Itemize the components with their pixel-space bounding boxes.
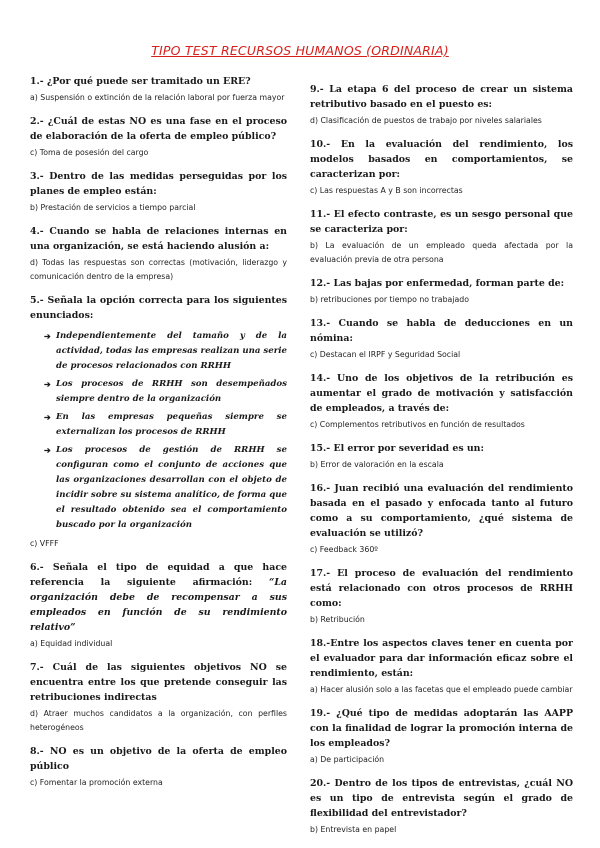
question-19 bbox=[310, 706, 573, 767]
question-5 bbox=[30, 293, 287, 551]
answer-text: c) Complementos retributivos en función de resultados bbox=[310, 420, 525, 429]
arrow-icon: ➔ bbox=[44, 379, 51, 389]
arrow-icon: ➔ bbox=[44, 331, 51, 341]
answer-text: c) VFFF bbox=[30, 539, 59, 548]
question-15 bbox=[310, 441, 573, 472]
answer-text: c) Destacan el IRPF y Seguridad Social bbox=[310, 350, 461, 359]
question-2 bbox=[30, 114, 287, 160]
question-text: 4.- Cuando se habla de relaciones internas en una organización, se está haciendo alusión a: bbox=[30, 226, 287, 252]
question-text: 9.- La etapa 6 del proceso de crear un sistema retributivo basado en el puesto es: bbox=[310, 84, 573, 110]
question-text: 12.- Las bajas por enfermedad, forman parte de: bbox=[310, 278, 565, 289]
question-4 bbox=[30, 224, 287, 284]
question-text: 5.- Señala la opción correcta para los siguientes enunciados: bbox=[30, 295, 287, 321]
question-14 bbox=[310, 371, 573, 432]
answer-text: d) Clasificación de puestos de trabajo por niveles salariales bbox=[310, 116, 542, 125]
question-text: 14.- Uno de los objetivos de la retribución es aumentar el grado de motivación y satisfacción de empleados, a través de: bbox=[310, 373, 573, 414]
question-10 bbox=[310, 137, 573, 198]
statement-item: ➔ En las empresas pequeñas siempre se externalizan los procesos de RRHH bbox=[44, 412, 287, 437]
arrow-icon: ➔ bbox=[44, 412, 51, 422]
answer-text: b) Error de valoración en la escala bbox=[310, 460, 444, 469]
answer-text: b) Entrevista en papel bbox=[310, 825, 397, 834]
question-9 bbox=[310, 82, 573, 128]
answer-text: b) Prestación de servicios a tiempo parcial bbox=[30, 203, 196, 212]
quoted-statement: “La organización debe de recompensar a sus empleados en función de su rendimiento relativo” bbox=[30, 577, 287, 633]
question-20 bbox=[310, 776, 573, 837]
statement-item: ➔ Independientemente del tamaño y de la actividad, todas las empresas realizan una serie de procesos relacionados con RRHH bbox=[44, 331, 287, 371]
question-13 bbox=[310, 316, 573, 362]
question-text: 19.- ¿Qué tipo de medidas adoptarán las AAPP con la finalidad de lograr la promoción interna de los empleados? bbox=[310, 708, 573, 749]
answer-text: c) Las respuestas A y B son incorrectas bbox=[310, 186, 463, 195]
answer-text: b) La evaluación de un empleado queda afectada por la evaluación previa de otra persona bbox=[310, 241, 573, 264]
answer-text: b) retribuciones por tiempo no trabajado bbox=[310, 295, 469, 304]
question-text: 3.- Dentro de las medidas perseguidas por los planes de empleo están: bbox=[30, 171, 287, 197]
question-text: 17.- El proceso de evaluación del rendimiento está relacionado con otros procesos de RRHH como: bbox=[310, 568, 573, 609]
question-16 bbox=[310, 481, 573, 557]
answer-text: b) Retribución bbox=[310, 615, 365, 624]
right-column bbox=[310, 74, 573, 846]
question-8 bbox=[30, 744, 287, 790]
page-title: TIPO TEST RECURSOS HUMANOS (ORDINARIA) bbox=[151, 43, 449, 58]
answer-text: c) Fomentar la promoción externa bbox=[30, 778, 163, 787]
question-text: 20.- Dentro de los tipos de entrevistas, ¿cuál NO es un tipo de entrevista según el grado de flexibilidad del entrevistador? bbox=[310, 778, 573, 819]
question-12 bbox=[310, 276, 573, 307]
question-3 bbox=[30, 169, 287, 215]
question-6 bbox=[30, 560, 287, 651]
statement-list bbox=[30, 329, 287, 533]
question-text: 16.- Juan recibió una evaluación del rendimiento basada en el pasado y enfocada tanto al futuro como a su comportamiento, ¿qué sistema de evaluación se utilizó? bbox=[310, 483, 573, 539]
answer-text: a) Suspensión o extinción de la relación laboral por fuerza mayor bbox=[30, 93, 285, 102]
question-text: 1.- ¿Por qué puede ser tramitado un ERE? bbox=[30, 76, 251, 87]
question-7 bbox=[30, 660, 287, 735]
question-text: 15.- El error por severidad es un: bbox=[310, 443, 484, 454]
answer-text: a) De participación bbox=[310, 755, 385, 764]
question-text: 10.- En la evaluación del rendimiento, los modelos basados en comportamientos, se caracterizan por: bbox=[310, 139, 573, 180]
question-text: 18.-Entre los aspectos claves tener en cuenta por el evaluador para dar información eficaz sobre el rendimiento, están: bbox=[310, 638, 573, 679]
answer-text: d) Todas las respuestas son correctas (motivación, liderazgo y comunicación dentro de la empresa) bbox=[30, 258, 287, 281]
answer-text: d) Atraer muchos candidatos a la organización, con perfiles heterogéneos bbox=[30, 709, 287, 732]
arrow-icon: ➔ bbox=[44, 445, 51, 455]
question-text: 6.- Señala el tipo de equidad a que hace referencia la siguiente afirmación: “La organización debe de recompensar a sus empleados en función de su rendimiento relativo” bbox=[30, 562, 287, 633]
question-text: 11.- El efecto contraste, es un sesgo personal que se caracteriza por: bbox=[310, 209, 573, 235]
left-column bbox=[30, 74, 287, 799]
question-18 bbox=[310, 636, 573, 697]
question-1 bbox=[30, 74, 287, 105]
question-text: 8.- NO es un objetivo de la oferta de empleo público bbox=[30, 746, 287, 772]
answer-text: a) Equidad individual bbox=[30, 639, 113, 648]
question-text: 2.- ¿Cuál de estas NO es una fase en el proceso de elaboración de la oferta de empleo público? bbox=[30, 116, 287, 142]
answer-text: c) Feedback 360º bbox=[310, 545, 378, 554]
answer-text: c) Toma de posesión del cargo bbox=[30, 148, 149, 157]
statement-item: ➔ Los procesos de gestión de RRHH se configuran como el conjunto de acciones que las organizaciones desarrollan con el objeto de incidir sobre su sistema analítico, de forma que el resultado obtenido sea el comportamiento buscado por la organización bbox=[44, 445, 287, 530]
question-17 bbox=[310, 566, 573, 627]
statement-item: ➔ Los procesos de RRHH son desempeñados siempre dentro de la organización bbox=[44, 379, 287, 404]
question-11 bbox=[310, 207, 573, 267]
answer-text: a) Hacer alusión solo a las facetas que el empleado puede cambiar bbox=[310, 685, 573, 694]
question-text: 13.- Cuando se habla de deducciones en un nómina: bbox=[310, 318, 573, 344]
question-text: 7.- Cuál de las siguientes objetivos NO se encuentra entre los que pretende conseguir las retribuciones indirectas bbox=[30, 662, 287, 703]
